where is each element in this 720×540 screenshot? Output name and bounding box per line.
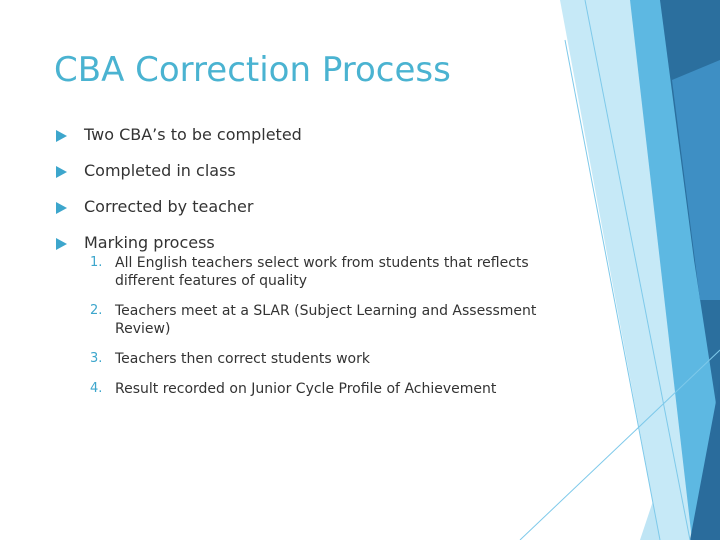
item-text: All English teachers select work from students that reflects different features of quality (115, 255, 529, 289)
item-number: 3. (90, 351, 103, 366)
arrow-bullet-icon (56, 130, 67, 142)
numbered-list (90, 254, 560, 410)
bullet-item (56, 160, 576, 196)
slide-title: CBA Correction Process (54, 50, 451, 90)
bullet-text: Corrected by teacher (84, 197, 254, 216)
item-text: Teachers then correct students work (115, 351, 370, 367)
bullet-text: Marking process (84, 233, 215, 252)
arrow-bullet-icon (56, 238, 67, 250)
numbered-item (90, 350, 560, 368)
bullet-item (56, 124, 576, 160)
arrow-bullet-icon (56, 202, 67, 214)
numbered-item (90, 380, 560, 398)
item-number: 4. (90, 381, 103, 396)
numbered-item (90, 302, 560, 338)
bullet-list (56, 124, 576, 268)
item-text: Result recorded on Junior Cycle Profile of Achievement (115, 381, 497, 397)
item-number: 1. (90, 255, 103, 270)
item-number: 2. (90, 303, 103, 318)
bullet-item (56, 196, 576, 232)
arrow-bullet-icon (56, 166, 67, 178)
item-text: Teachers meet at a SLAR (Subject Learning and Assessment Review) (115, 303, 537, 337)
numbered-item (90, 254, 560, 290)
bullet-text: Two CBA’s to be completed (84, 125, 302, 144)
bullet-text: Completed in class (84, 161, 236, 180)
